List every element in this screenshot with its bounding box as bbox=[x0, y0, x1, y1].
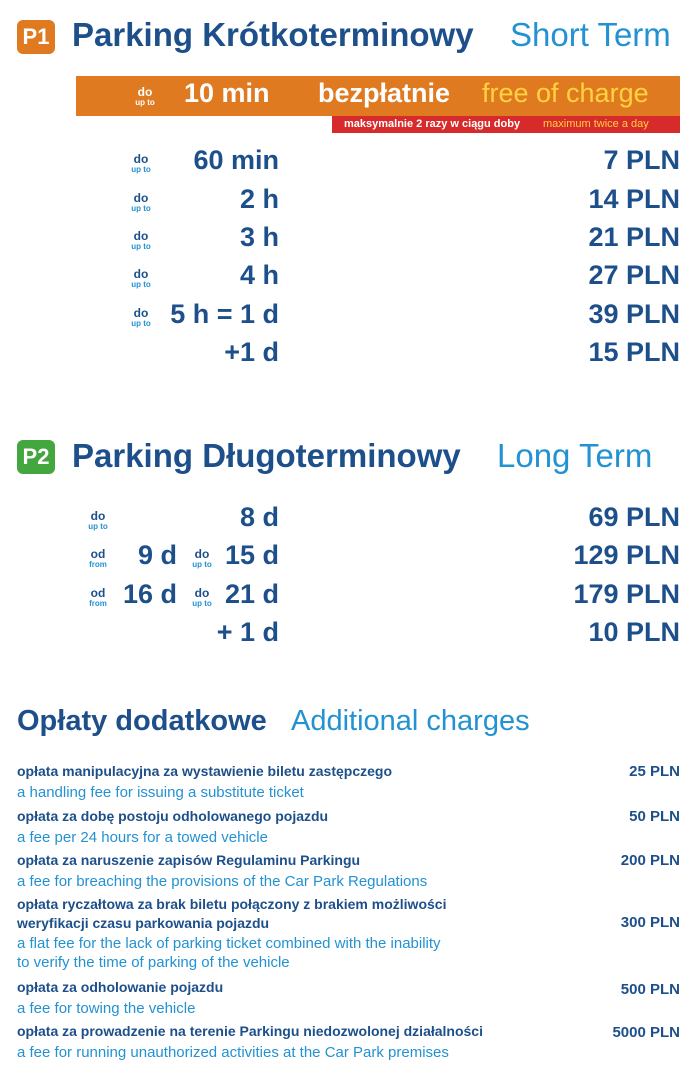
fee-description-en: a fee for towing the vehicle bbox=[17, 1000, 196, 1017]
fee-description-pl: opłata za dobę postoju odholowanego pojazdu bbox=[17, 808, 329, 824]
p2-badge: P2 bbox=[17, 440, 55, 474]
fee-price: 500 PLN bbox=[620, 981, 680, 998]
fee-price: 5000 PLN bbox=[612, 1024, 680, 1041]
fee-description-en-line2: to verify the time of parking of the vehicle bbox=[17, 954, 290, 971]
fee-description-pl: opłata za naruszenie zapisów Regulaminu Parkingu bbox=[17, 852, 361, 868]
fee-description-en: a fee for running unauthorized activities at the Car Park premises bbox=[17, 1044, 449, 1061]
duration-to: 8 d bbox=[239, 502, 279, 532]
duration-to: + 1 d bbox=[216, 617, 279, 647]
price: 179 PLN bbox=[573, 579, 680, 609]
p1-title-en: Short Term bbox=[510, 16, 671, 53]
upto-label: do up to bbox=[192, 586, 212, 608]
upto-label: do up to bbox=[131, 229, 151, 251]
duration: 5 h = 1 d bbox=[170, 299, 279, 329]
additional-title-en: Additional charges bbox=[291, 705, 530, 737]
fee-description-pl: opłata manipulacyjna za wystawienie biletu zastępczego bbox=[17, 763, 392, 779]
p1-badge: P1 bbox=[17, 20, 55, 54]
price: 69 PLN bbox=[588, 502, 680, 532]
free-period-time: 10 min bbox=[184, 78, 270, 108]
upto-label: do up to bbox=[131, 152, 151, 174]
upto-label: do up to bbox=[131, 267, 151, 289]
duration: 4 h bbox=[239, 260, 279, 290]
from-label: od from bbox=[89, 547, 107, 569]
fee-price: 300 PLN bbox=[620, 914, 680, 931]
upto-label: do up to bbox=[131, 191, 151, 213]
price: 10 PLN bbox=[588, 617, 680, 647]
duration: 2 h bbox=[239, 184, 279, 214]
p2-title-pl: Parking Długoterminowy bbox=[72, 437, 461, 474]
price: 27 PLN bbox=[588, 260, 680, 290]
upto-label: do up to bbox=[131, 306, 151, 328]
fee-description-en: a handling fee for issuing a substitute ticket bbox=[17, 784, 304, 801]
upto-label: do up to bbox=[88, 509, 108, 531]
fee-description-en: a flat fee for the lack of parking ticket combined with the inability bbox=[17, 935, 441, 952]
duration-to: 21 d bbox=[224, 579, 279, 609]
p1-title-pl: Parking Krótkoterminowy bbox=[72, 16, 474, 53]
duration-from: 16 d bbox=[122, 579, 177, 609]
duration: 60 min bbox=[193, 145, 279, 175]
fee-price: 50 PLN bbox=[629, 808, 680, 825]
fee-description-pl: opłata za prowadzenie na terenie Parkingu niedozwolonej działalności bbox=[17, 1023, 483, 1039]
upto-label: do up to bbox=[135, 85, 155, 107]
free-limit-note-pl: maksymalnie 2 razy w ciągu doby bbox=[344, 118, 521, 130]
free-limit-note bbox=[332, 116, 680, 133]
free-label-en: free of charge bbox=[482, 78, 649, 108]
duration-from: 9 d bbox=[137, 540, 177, 570]
price: 14 PLN bbox=[588, 184, 680, 214]
additional-title-pl: Opłaty dodatkowe bbox=[17, 705, 267, 737]
duration-to: 15 d bbox=[224, 540, 279, 570]
free-limit-note-en: maximum twice a day bbox=[543, 118, 649, 130]
fee-description-pl-line2: weryfikacji czasu parkowania pojazdu bbox=[17, 915, 270, 931]
upto-label: do up to bbox=[192, 547, 212, 569]
fee-description-pl: opłata ryczałtowa za brak biletu połączony z brakiem możliwości bbox=[17, 896, 447, 912]
p2-title-en: Long Term bbox=[497, 437, 653, 474]
duration: 3 h bbox=[239, 222, 279, 252]
free-label-pl: bezpłatnie bbox=[318, 78, 451, 108]
fee-description-en: a fee for breaching the provisions of the Car Park Regulations bbox=[17, 873, 428, 890]
fee-price: 200 PLN bbox=[620, 852, 680, 869]
price: 7 PLN bbox=[603, 145, 680, 175]
price: 21 PLN bbox=[588, 222, 680, 252]
price: 15 PLN bbox=[588, 337, 680, 367]
price: 39 PLN bbox=[588, 299, 680, 329]
fee-description-pl: opłata za odholowanie pojazdu bbox=[17, 979, 224, 995]
duration: +1 d bbox=[224, 337, 279, 367]
fee-description-en: a fee per 24 hours for a towed vehicle bbox=[17, 829, 268, 846]
from-label: od from bbox=[89, 586, 107, 608]
price: 129 PLN bbox=[573, 540, 680, 570]
fee-price: 25 PLN bbox=[629, 763, 680, 780]
